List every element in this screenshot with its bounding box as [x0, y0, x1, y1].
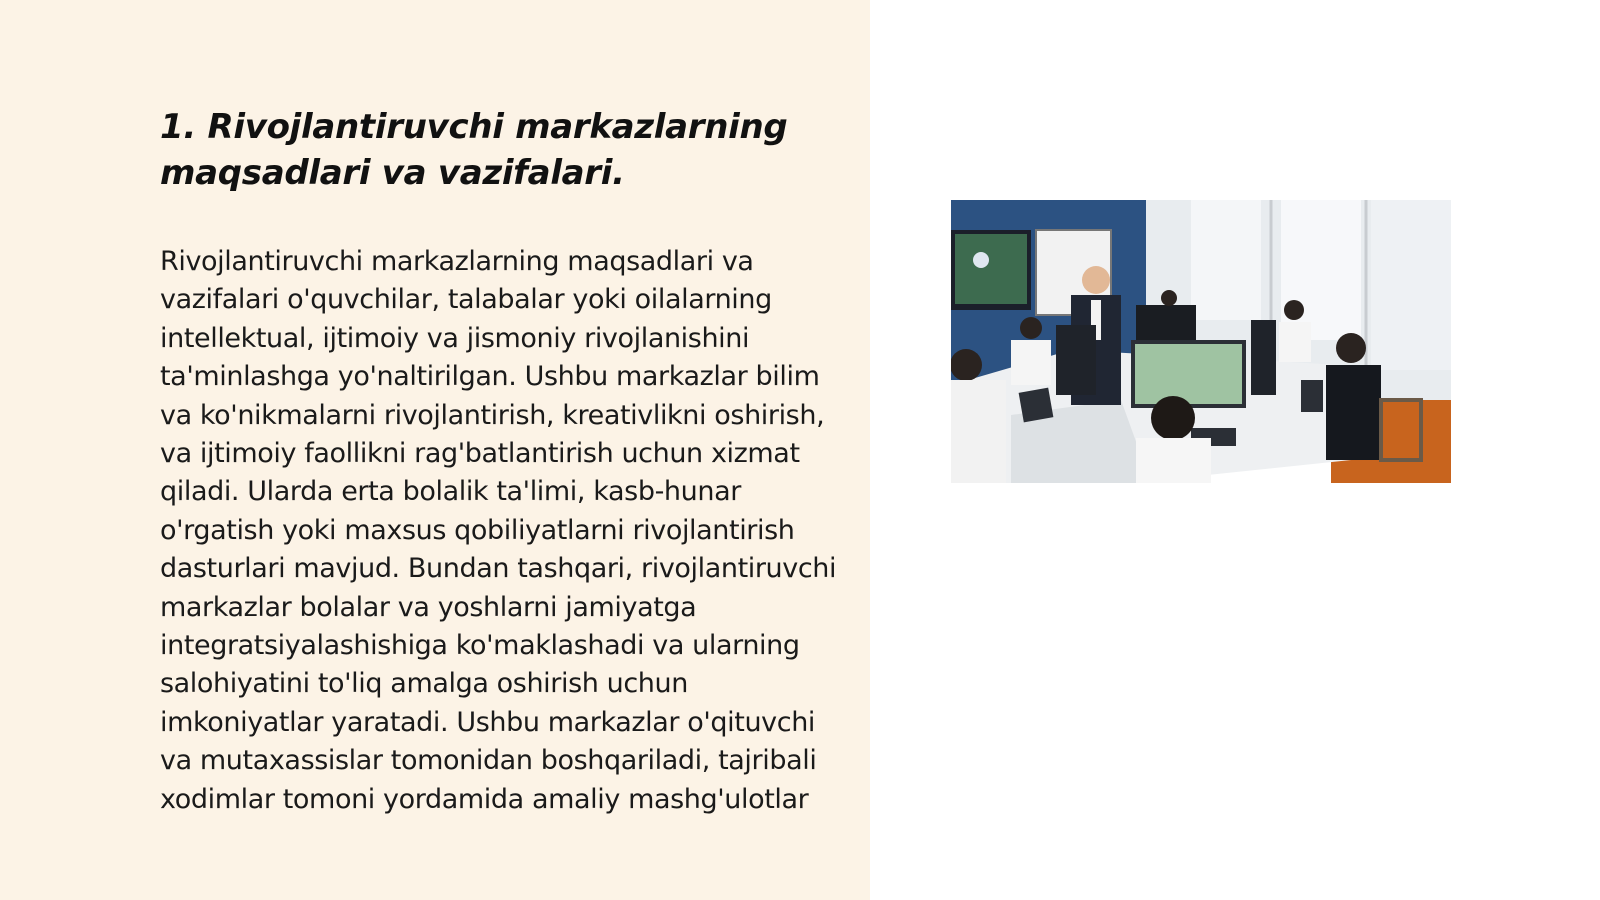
- classroom-photo: [951, 200, 1451, 483]
- slide-title: 1. Rivojlantiruvchi markazlarning maqsadlari va vazifalari.: [160, 107, 788, 193]
- slide-body-text: Rivojlantiruvchi markazlarning maqsadlari va vazifalari o'quvchilar, talabalar yoki oilalarning intellektual, ijtimoiy va jismoniy rivojlanishini ta'minlashga yo'naltirilgan. Ushbu markazlar bilim va ko'nikmalarni rivojlantirish, kreativlikni oshirish, va ijtimoiy faollikni rag'batlantirish uchun xizmat qiladi. Ularda erta bolalik ta'limi, kasb-hunar o'rgatish yoki maxsus qobiliyatlarni rivojlantirish dasturlari mavjud. Bundan tashqari, rivojlantiruvchi markazlar bolalar va yoshlarni jamiyatga integratsiyalashishiga ko'maklashadi va ularning salohiyatini to'liq amalga oshirish uchun imkoniyatlar yaratadi. Ushbu markazlar o'qituvchi va mutaxassislar tomonidan boshqariladi, tajribali xodimlar tomoni yordamida amaliy mashg'ulotlar: [160, 246, 837, 815]
